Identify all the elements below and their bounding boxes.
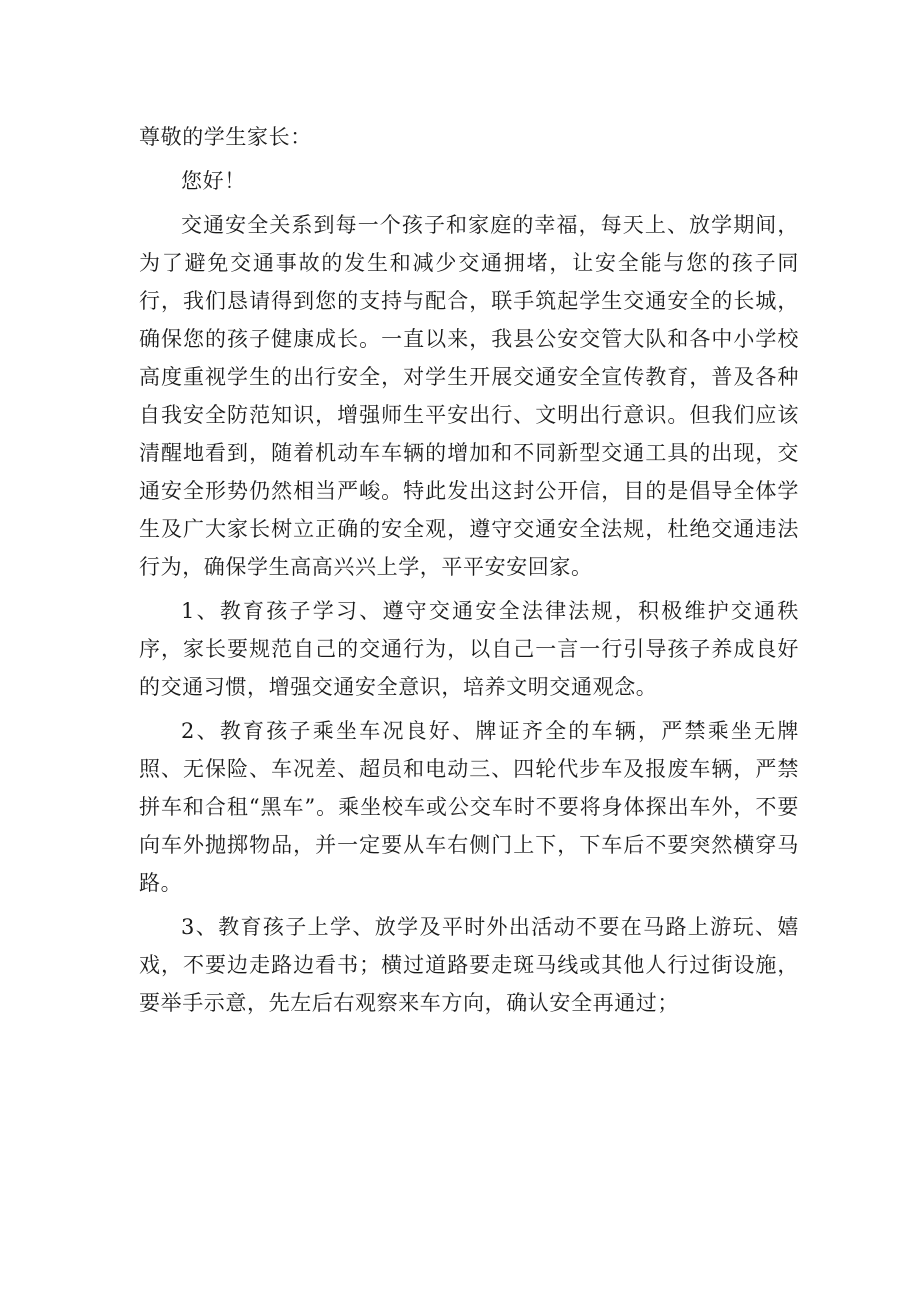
paragraph-item-1: 1、教育孩子学习、遵守交通安全法律法规，积极维护交通秩序，家长要规范自己的交通行为，以自己一言一行引导孩子养成良好的交通习惯，增强交通安全意识，培养文明交通观念。	[139, 599, 799, 699]
paragraph-item-3: 3、教育孩子上学、放学及平时外出活动不要在马路上游玩、嬉戏，不要边走路边看书；横过道路要走斑马线或其他人行过街设施，要举手示意，先左后右观察来车方向，确认安全再通过；	[139, 915, 799, 1015]
paragraph-item-2: 2、教育孩子乘坐车况良好、牌证齐全的车辆，严禁乘坐无牌照、无保险、车况差、超员和电动三、四轮代步车及报废车辆，严禁拼车和合租“黑车”。乘坐校车或公交车时不要将身体探出车外，不要向车外抛掷物品，并一定要从车右侧门上下，下车后不要突然横穿马路。	[139, 719, 799, 895]
paragraph-intro: 交通安全关系到每一个孩子和家庭的幸福，每天上、放学期间，为了避免交通事故的发生和减少交通拥堵，让安全能与您的孩子同行，我们恳请得到您的支持与配合，联手筑起学生交通安全的长城，确保您的孩子健康成长。一直以来，我县公安交管大队和各中小学校高度重视学生的出行安全，对学生开展交通安全宣传教育，普及各种自我安全防范知识，增强师生平安出行、文明出行意识。但我们应该清醒地看到，随着机动车车辆的增加和不同新型交通工具的出现，交通安全形势仍然相当严峻。特此发出这封公开信，目的是倡导全体学生及广大家长树立正确的安全观，遵守交通安全法规，杜绝交通违法行为，确保学生高高兴兴上学，平平安安回家。	[139, 213, 799, 579]
salutation: 尊敬的学生家长：	[139, 125, 312, 149]
letter-body	[139, 118, 799, 1028]
greeting: 您好！	[181, 169, 246, 193]
